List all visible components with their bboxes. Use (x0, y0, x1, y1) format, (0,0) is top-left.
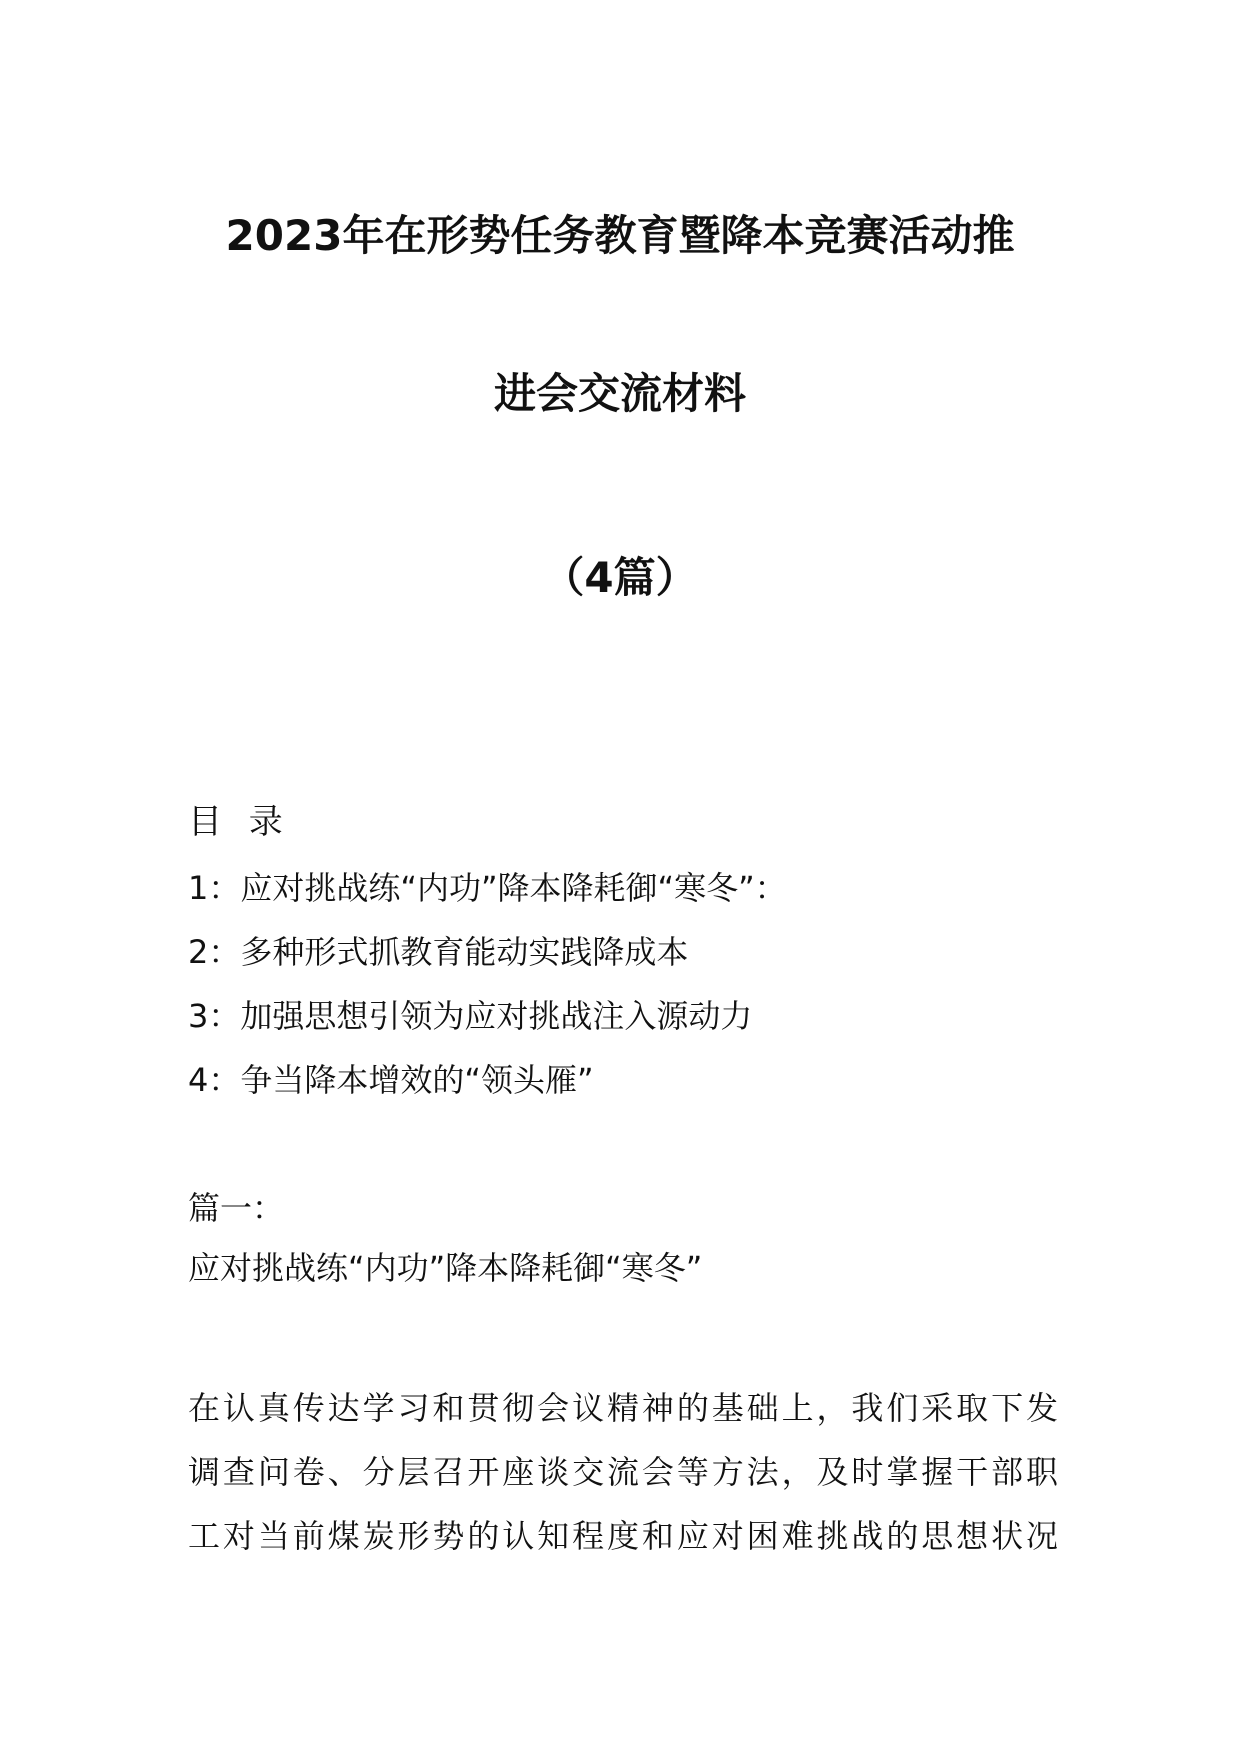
paragraph-line: 工对当前煤炭形势的认知程度和应对困难挑战的思想状况 (188, 1517, 1058, 1555)
toc-heading: 目 录 (188, 802, 291, 842)
toc-list (188, 866, 1088, 1102)
section-1-header (188, 1186, 1088, 1290)
section-1-title: 应对挑战练“内功”降本降耗御“寒冬” (188, 1249, 703, 1287)
document-title-line1: 2023年在形势任务教育暨降本竞赛活动推 (225, 211, 1015, 260)
toc-item-3[interactable]: 3：加强思想引领为应对挑战注入源动力 (188, 997, 753, 1035)
toc-item-2[interactable]: 2：多种形式抓教育能动实践降成本 (188, 933, 689, 971)
paragraph-line: 在认真传达学习和贯彻会议精神的基础上，我们采取下发 (188, 1389, 1058, 1427)
document-article-count: （4篇） (542, 553, 698, 602)
section-1-paragraph (188, 1376, 1058, 1568)
section-1-label: 篇一： (188, 1189, 285, 1227)
toc-item-4[interactable]: 4：争当降本增效的“领头雁” (188, 1061, 594, 1099)
table-of-contents (188, 800, 1088, 1122)
paragraph-line: 调查问卷、分层召开座谈交流会等方法，及时掌握干部职 (188, 1453, 1058, 1491)
toc-item-1[interactable]: 1：应对挑战练“内功”降本降耗御“寒冬”： (188, 869, 787, 907)
document-title-line2: 进会交流材料 (493, 369, 746, 418)
